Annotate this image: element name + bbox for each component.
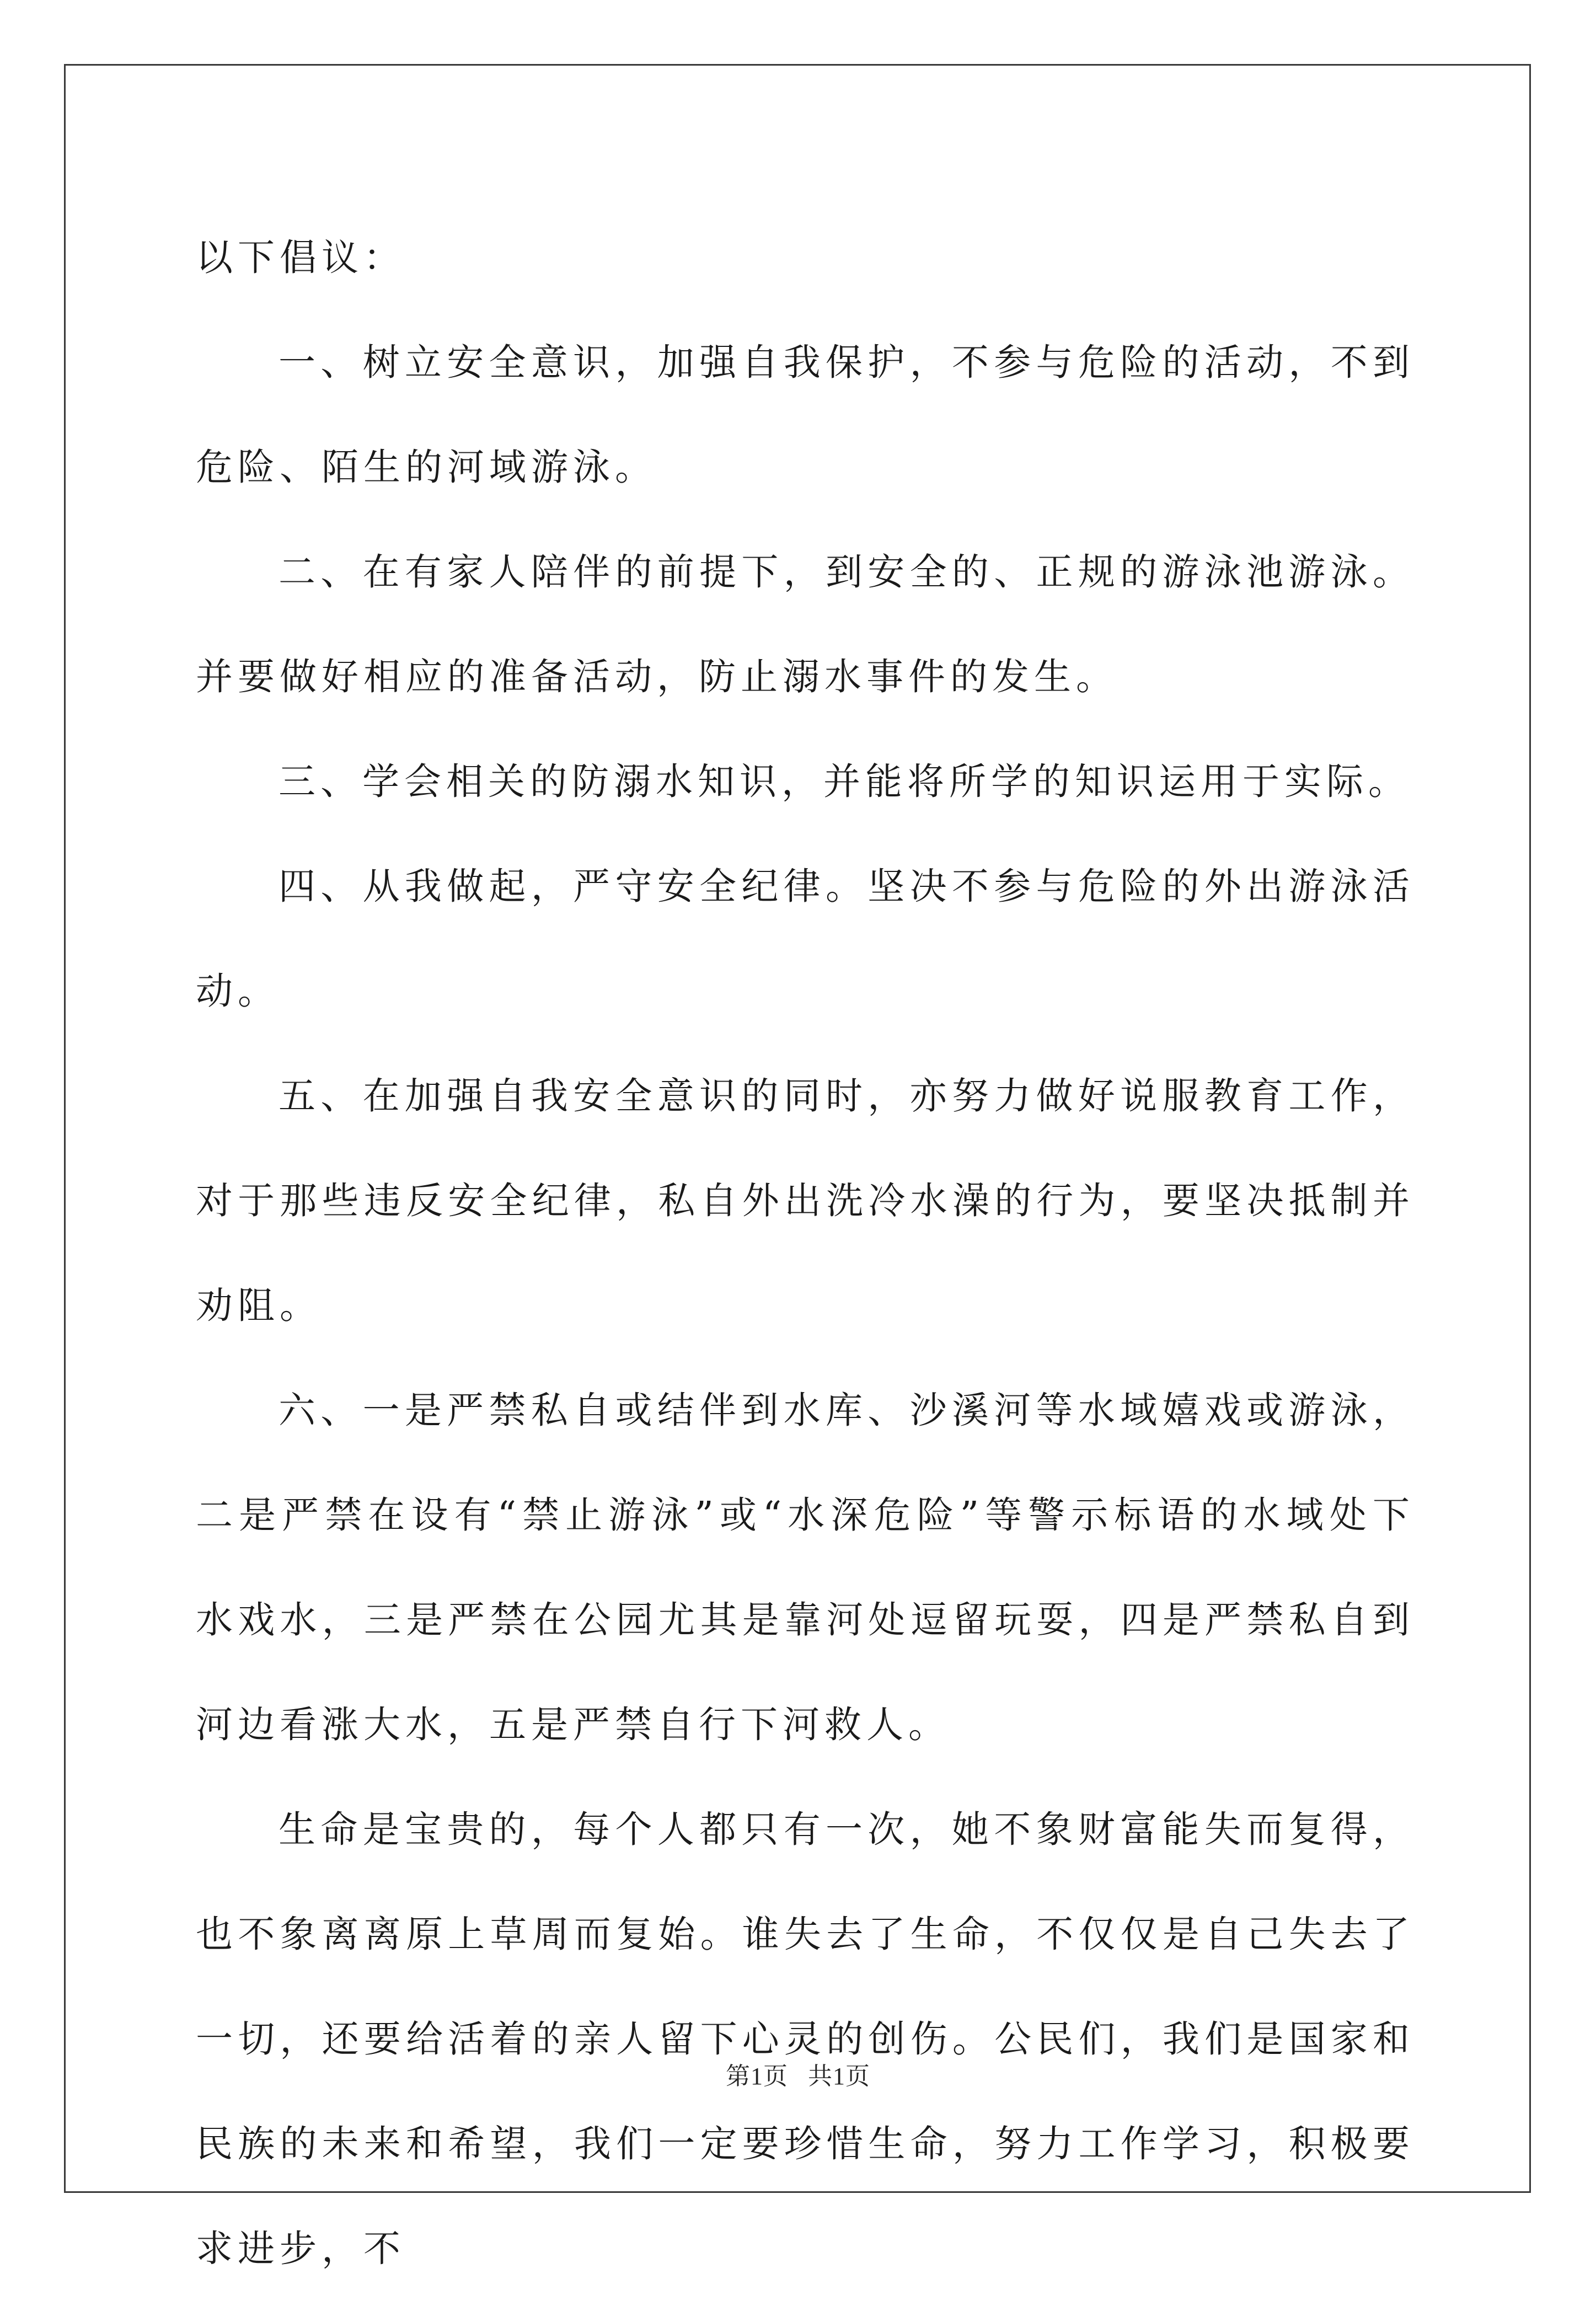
paragraph: 二、在有家人陪伴的前提下，到安全的、正规的游泳池游泳。并要做好相应的准备活动，防止溺水事件的发生。 xyxy=(196,550,1415,698)
paragraph: 五、在加强自我安全意识的同时，亦努力做好说服教育工作，对于那些违反安全纪律，私自外出洗冷水澡的行为，要坚决抵制并劝阻。 xyxy=(196,1074,1415,1327)
page-footer xyxy=(0,2056,1596,2091)
page-number-current: 第1页 xyxy=(726,2063,788,2090)
paragraph: 以下倡议： xyxy=(196,236,405,279)
paragraph: 生命是宝贵的，每个人都只有一次，她不象财富能失而复得，也不象离离原上草周而复始。谁失去了生命，不仅仅是自己失去了一切，还要给活着的亲人留下心灵的创伤。公民们，我们是国家和民族的未来和希望，我们一定要珍惜生命，努力工作学习，积极要求进步，不 xyxy=(196,1808,1415,2270)
paragraph: 三、学会相关的防溺水知识，并能将所学的知识运用于实际。 xyxy=(279,760,1410,803)
paragraph: 一、树立安全意识，加强自我保护，不参与危险的活动，不到危险、陌生的河域游泳。 xyxy=(196,341,1415,489)
paragraph: 四、从我做起，严守安全纪律。坚决不参与危险的外出游泳活动。 xyxy=(196,865,1415,1013)
document-body xyxy=(196,205,1415,2301)
footer-gap xyxy=(788,2063,808,2090)
page-number-total: 共1页 xyxy=(808,2063,870,2090)
paragraph: 六、一是严禁私自或结伴到水库、沙溪河等水域嬉戏或游泳，二是严禁在设有“禁止游泳”或“水深危险”等警示标语的水域处下水戏水，三是严禁在公园尤其是靠河处逗留玩耍，四是严禁私自到河边看涨大水，五是严禁自行下河救人。 xyxy=(196,1389,1415,1746)
